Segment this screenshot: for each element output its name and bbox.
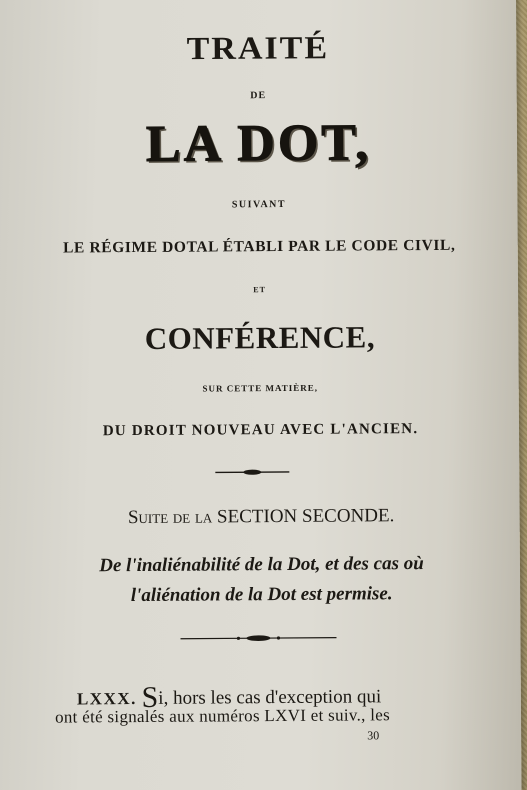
signature-mark: 30 [367, 728, 380, 743]
paragraph-number: LXXX. [76, 689, 137, 709]
main-title: LA DOT, [145, 114, 372, 173]
drop-letter: S [141, 680, 159, 714]
heading-regime: LE RÉGIME DOTAL ÉTABLI PAR LE CODE CIVIL, [63, 236, 456, 257]
heading-conference: CONFÉRENCE, [144, 319, 376, 356]
ornamental-rule-bottom [0, 630, 526, 646]
heading-traite: TRAITÉ [186, 30, 330, 67]
section-heading: Suite de la SECTION SECONDE. [127, 505, 395, 529]
heading-suivant: SUIVANT [231, 198, 287, 211]
heading-de: DE [250, 90, 267, 102]
section-subtitle-line1: De l'inaliénabilité de la Dot, et des cas où [99, 553, 424, 577]
section-subtitle-line2: l'aliénation de la Dot est permise. [130, 583, 393, 607]
heading-sur-cette-matiere: SUR CETTE MATIÈRE, [202, 382, 319, 394]
ornamental-rule-top [0, 464, 524, 480]
heading-et: ET [253, 285, 266, 295]
heading-droit: DU DROIT NOUVEAU AVEC L'ANCIEN. [102, 421, 419, 440]
body-line-2: ont été signalés aux numéros LXVI et suiv., les [54, 705, 391, 727]
body-line-1-text: i, hors les cas d'exception qui [158, 686, 382, 709]
